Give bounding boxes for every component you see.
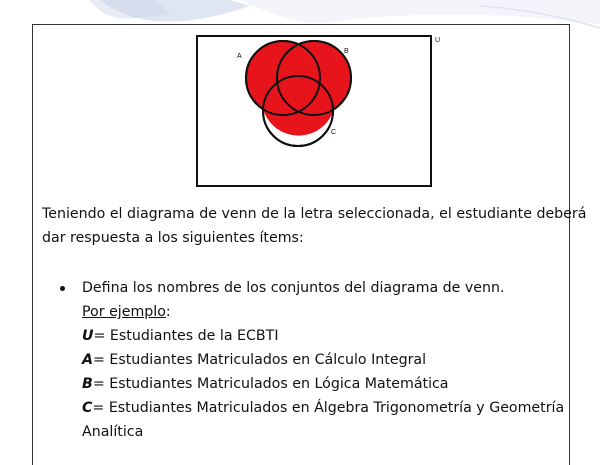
definition-a: [82, 348, 554, 372]
definition-key: B: [82, 376, 93, 392]
bullet-text: Defina los nombres de los conjuntos del diagrama de venn.: [82, 280, 505, 296]
definition-key: C: [82, 400, 93, 416]
definition-c: [82, 396, 565, 420]
label-b: B: [344, 48, 349, 55]
example-colon: :: [165, 304, 171, 320]
intro-line-2: dar respuesta a los siguientes ítems:: [42, 230, 304, 246]
venn-diagram: [195, 34, 445, 188]
bullet-dot-icon: [60, 286, 65, 291]
definition-continuation: Analítica: [82, 424, 144, 440]
label-u: U: [435, 37, 441, 44]
example-label: Por ejemplo: [82, 304, 166, 320]
label-a: A: [237, 53, 242, 60]
definition-key: A: [82, 352, 93, 368]
definition-u: [82, 324, 554, 348]
label-c: C: [331, 129, 337, 136]
definition-b: [82, 372, 554, 396]
definition-text: = Estudiantes Matriculados en Álgebra Trigonometría y Geometría: [92, 400, 565, 416]
example-heading: [82, 300, 554, 324]
intro-line-1: Teniendo el diagrama de venn de la letra seleccionada, el estudiante deberá: [42, 206, 587, 222]
intro-paragraph: [42, 202, 587, 250]
definition-key: U: [82, 328, 94, 344]
definition-text: = Estudiantes de la ECBTI: [93, 328, 279, 344]
definition-text: = Estudiantes Matriculados en Lógica Matemática: [92, 376, 449, 392]
definition-text: = Estudiantes Matriculados en Cálculo Integral: [92, 352, 427, 368]
